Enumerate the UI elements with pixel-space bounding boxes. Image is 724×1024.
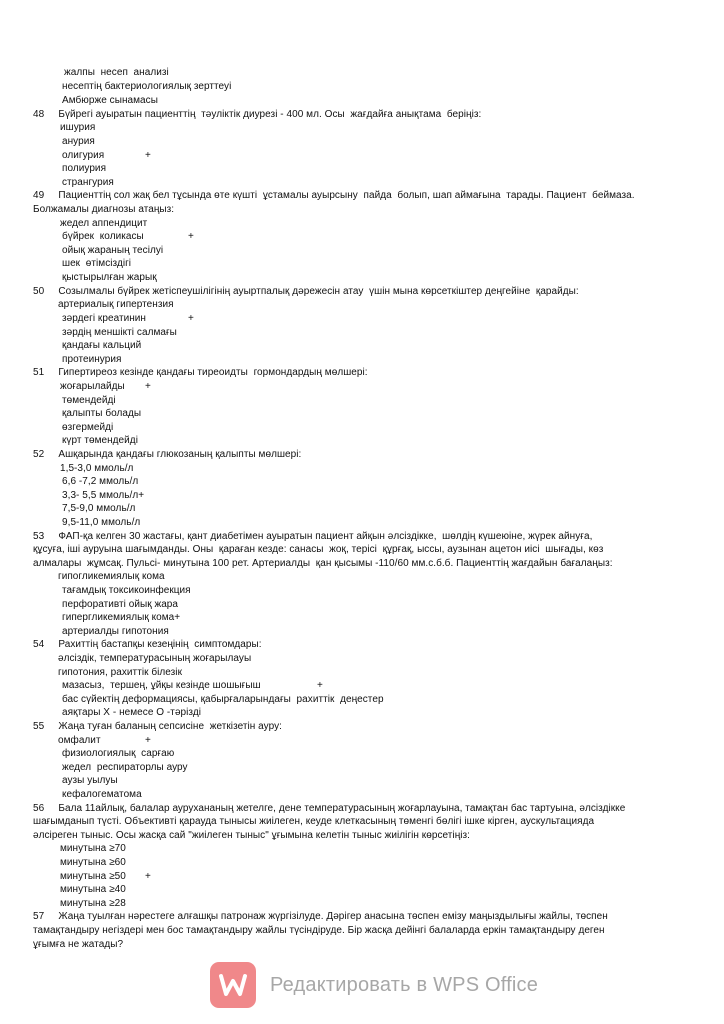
doc-line: 3,3- 5,5 ммоль/л+	[62, 490, 145, 501]
wps-logo-icon[interactable]	[210, 962, 256, 1008]
doc-line: бүйрек коликасы	[62, 231, 144, 242]
doc-line: қалыпты болады	[62, 408, 142, 419]
doc-line: минутына ≥28	[60, 898, 126, 909]
doc-line: алмалары жұмсақ. Пульсі- минутына 100 рет. Артериалды қан қысымы -110/60 мм.с.б.б. Пациенттің жағдайын бағалаңыз:	[33, 558, 613, 569]
doc-line: қыстырылған жарық	[62, 272, 157, 283]
doc-line: өзгермейді	[62, 422, 114, 433]
correct-answer-mark: +	[188, 231, 194, 242]
doc-line: әлсіреген тыныс. Осы жасқа сай "жиілеген тыныс" ұғымына келетін тыныс жиілігін көрсетіңіз:	[33, 830, 470, 841]
doc-line: жоғарылайды	[60, 381, 125, 392]
doc-line: Болжамалы диагнозы атаңыз:	[33, 204, 175, 215]
doc-line: минутына ≥40	[60, 884, 126, 895]
correct-answer-mark: +	[317, 680, 323, 691]
doc-line: ишурия	[60, 122, 96, 133]
doc-line: бас сүйектің деформациясы, қабырғаларындағы рахиттік деңестер	[62, 694, 384, 705]
doc-line: кефалогематома	[62, 789, 142, 800]
doc-line: анурия	[62, 136, 95, 147]
correct-answer-mark: +	[145, 150, 151, 161]
doc-line: жалпы несеп анализі	[64, 67, 169, 78]
wps-logo-glyph	[210, 962, 256, 1008]
doc-line: әлсіздік, температурасының жоғарылауы	[58, 653, 252, 664]
doc-line: гипергликемиялық кома+	[62, 612, 181, 623]
doc-line: странгурия	[62, 177, 114, 188]
doc-line: 7,5-9,0 ммоль/л	[62, 503, 136, 514]
doc-line: 56 Бала 11айлық, балалар аурухананың жетелге, дене температурасының жоғарлауына, тамақтан бас тартуына, әлсіздікке	[33, 803, 626, 814]
doc-line: тағамдық токсикоинфекция	[62, 585, 191, 596]
doc-line: жедел аппендицит	[60, 218, 148, 229]
doc-line: зәрдегі креатинин	[62, 313, 147, 324]
correct-answer-mark: +	[145, 381, 151, 392]
doc-line: күрт төмендейді	[62, 435, 138, 446]
doc-line: физиологиялық сарғаю	[62, 748, 175, 759]
wps-edit-banner[interactable]	[210, 962, 540, 1008]
doc-line: минутына ≥60	[60, 857, 126, 868]
doc-line: төмендейді	[62, 395, 116, 406]
doc-line: шағымданып түсті. Объективті қарауда тынысы жиілеген, кеуде клеткасының төменгі бөлігі ішке кірген, аускультацияда	[33, 816, 595, 827]
doc-line: 9,5-11,0 ммоль/л	[62, 517, 141, 528]
doc-line: 6,6 -7,2 ммоль/л	[62, 476, 139, 487]
doc-line: тамақтандыру негіздері мен бос тамақтандыру жайлы түсіндіруде. Бір жасқа дейінгі балаларда еркін тамақтандыру деген	[33, 925, 605, 936]
doc-line: 53 ФАП-қа келген 30 жастағы, қант диабетімен ауыратын пациент айқын әлсіздікке, шөлдің күшеюіне, жүрек айнуға,	[33, 531, 593, 542]
doc-line: артериалық гипертензия	[58, 299, 174, 310]
doc-line: несептің бактериологиялық зерттеуі	[62, 81, 232, 92]
correct-answer-mark: +	[145, 871, 151, 882]
doc-line: минутына ≥70	[60, 843, 126, 854]
correct-answer-mark: +	[188, 313, 194, 324]
doc-line: 52 Ашқарында қандағы глюкозаның қалыпты мөлшері:	[33, 449, 302, 460]
doc-line: аузы уылуы	[62, 775, 118, 786]
doc-line: ойық жараның тесілуі	[62, 245, 164, 256]
doc-line: 54 Рахиттің бастапқы кезеңінің симптомдары:	[33, 639, 262, 650]
doc-line: 55 Жаңа туған баланың сепсисіне жеткізетін ауру:	[33, 721, 282, 732]
doc-line: шек өтімсіздігі	[62, 258, 132, 269]
doc-line: гипогликемиялық кома	[58, 571, 165, 582]
doc-line: 50 Созылмалы бүйрек жетіспеушілігінің ауыртпалық дәрежесін атау үшін мына көрсеткіштер деңгейіне қарайды:	[33, 286, 579, 297]
doc-line: протеинурия	[62, 354, 122, 365]
doc-line: 57 Жаңа туылған нәрестеге алғашқы патронаж жүргізілуде. Дәрігер анасына төспен емізу маңыздылығы жайлы, төспен	[33, 911, 608, 922]
doc-line: аяқтары Х - немесе О -тәрізді	[62, 707, 202, 718]
doc-line: ұғымға не жатады?	[33, 939, 124, 950]
doc-line: Амбюрже сынамасы	[62, 95, 158, 106]
doc-line: 49 Пациенттің сол жақ бел тұсында өте күшті ұстамалы ауырсыну пайда болып, шап аймағына тарады. Пациент беймаза.	[33, 190, 635, 201]
doc-line: 51 Гипертиреоз кезінде қандағы тиреоидты гормондардың мөлшері:	[33, 367, 368, 378]
wps-edit-link[interactable]: Редактировать в WPS Office	[270, 974, 539, 996]
doc-line: жедел респираторлы ауру	[62, 762, 188, 773]
doc-line: құсуға, іші ауруына шағымданды. Оны қараған кезде: санасы жоқ, терісі құрғақ, ыссы, аузынан ацетон иісі шығады, көз	[33, 544, 604, 555]
correct-answer-mark: +	[145, 735, 151, 746]
doc-line: қандағы кальций	[62, 340, 142, 351]
doc-line: омфалит	[58, 735, 101, 746]
doc-line: перфоративті ойық жара	[62, 599, 179, 610]
doc-line: полиурия	[62, 163, 107, 174]
doc-line: зәрдің меншікті салмағы	[62, 327, 177, 338]
doc-line: артериалды гипотония	[62, 626, 169, 637]
doc-line: 48 Бүйрегі ауыратын пациенттің тәуліктік диурезі - 400 мл. Осы жағдайға анықтама беріңіз:	[33, 109, 482, 120]
doc-line: мазасыз, тершең, ұйқы кезінде шошығыш	[62, 680, 261, 691]
doc-line: минутына ≥50	[60, 871, 126, 882]
doc-line: олигурия	[62, 150, 105, 161]
doc-line: 1,5-3,0 ммоль/л	[60, 463, 134, 474]
doc-line: гипотония, рахиттік білезік	[58, 667, 183, 678]
